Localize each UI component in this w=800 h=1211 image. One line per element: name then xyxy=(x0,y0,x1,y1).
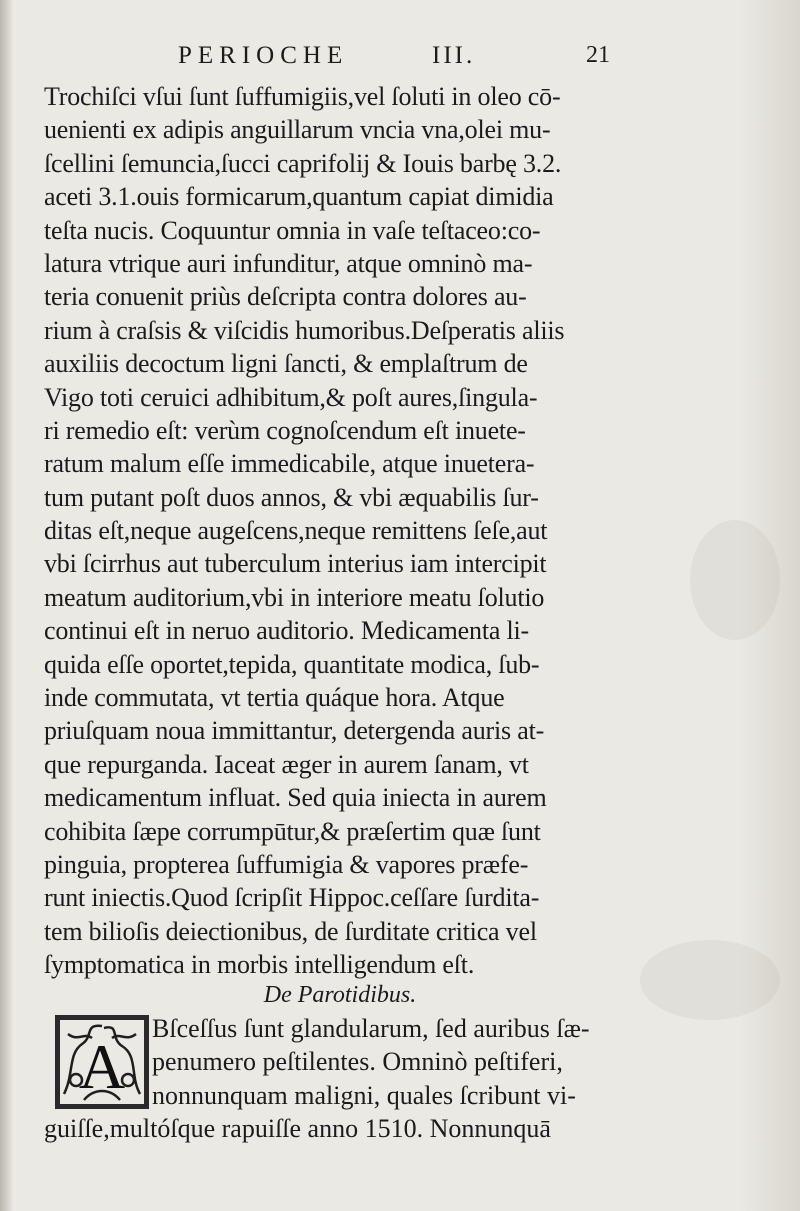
text-line: Bſceſſus ſunt glandularum, ſed auribus ſæ- xyxy=(152,1014,590,1043)
running-head-part: III. xyxy=(432,42,476,69)
text-line: Trochiſci vſui ſunt ſuffumigiis,vel ſoluti in oleo cō- xyxy=(44,82,561,111)
body-text xyxy=(44,80,634,982)
section-heading: De Parotidibus. xyxy=(263,982,417,1008)
initial-letter: A xyxy=(78,1031,126,1102)
paper-stain xyxy=(690,520,780,640)
text-line: runt iniectis.Quod ſcripſit Hippoc.ceſſare ſurdita- xyxy=(44,883,540,913)
text-line: cohibita ſæpe corrumpūtur,& præſertim quæ ſunt xyxy=(44,816,541,846)
text-line: quida eſſe oportet,tepida, quantitate modica, ſub- xyxy=(44,649,540,679)
text-line: Vigo toti ceruici adhibitum,& poſt aures,ſingula- xyxy=(44,382,538,412)
text-line: aceti 3.1.ouis formicarum,quantum capiat dimidia xyxy=(44,182,554,212)
text-line: inde commutata, vt tertia quáque hora. Atque xyxy=(44,683,505,713)
text-line: latura vtrique auri infunditur, atque omninò ma- xyxy=(44,248,533,278)
text-line: ri remedio eſt: verùm cognoſcendum eſt inuete- xyxy=(44,415,526,445)
text-line: ditas eſt,neque augeſcens,neque remittens ſeſe,aut xyxy=(44,516,548,546)
text-line: uenienti ex adipis anguillarum vncia vna,olei mu- xyxy=(44,115,551,145)
text-line: tem bilioſis deiectionibus, de ſurditate critica vel xyxy=(44,916,537,946)
text-line: rium à craſsis & viſcidis humoribus.Deſperatis aliis xyxy=(44,315,565,345)
text-line: guiſſe,multóſque rapuiſſe anno 1510. Nonnunquā xyxy=(44,1114,551,1144)
page-number: 21 xyxy=(586,42,610,68)
text-line: continui eſt in neruo auditorio. Medicamenta li- xyxy=(44,616,529,646)
text-line: ſymptomatica in morbis intelligendum eſt. xyxy=(44,950,475,980)
text-line: teria conuenit priùs deſcripta contra dolores au- xyxy=(44,282,527,312)
decorated-initial xyxy=(54,1014,150,1110)
text-line: medicamentum influat. Sed quia iniecta in aurem xyxy=(44,783,547,813)
text-line: nonnunquam maligni, quales ſcribunt vi- xyxy=(152,1080,576,1110)
text-line: auxiliis decoctum ligni ſancti, & emplaſtrum de xyxy=(44,349,528,379)
text-line: penumero peſtilentes. Omninò peſtiferi, xyxy=(152,1047,563,1077)
running-head-title: PERIOCHE xyxy=(178,42,349,69)
section-parotidibus xyxy=(44,1012,644,1146)
text-line: ſcellini ſemuncia,ſucci caprifolij & Iouis barbę 3.2. xyxy=(44,148,562,178)
text-line: vbi ſcirrhus aut tuberculum interius iam intercipit xyxy=(44,549,547,579)
text-line: tum putant poſt duos annos, & vbi æquabilis ſur- xyxy=(44,482,539,512)
running-head xyxy=(0,42,800,76)
text-line: priuſquam noua immittantur, detergenda auris at- xyxy=(44,716,545,746)
text-line: pinguia, propterea ſuffumigia & vapores præfe- xyxy=(44,849,529,879)
text-line: ratum malum eſſe immedicabile, atque inuetera- xyxy=(44,449,535,479)
page-gutter-shadow xyxy=(0,0,14,1211)
text-line: que repurganda. Iaceat æger in aurem ſanam, vt xyxy=(44,749,529,779)
text-line: teſta nucis. Coquuntur omnia in vaſe teſtaceo:co- xyxy=(44,215,541,245)
text-line: meatum auditorium,vbi in interiore meatu ſolutio xyxy=(44,582,545,612)
